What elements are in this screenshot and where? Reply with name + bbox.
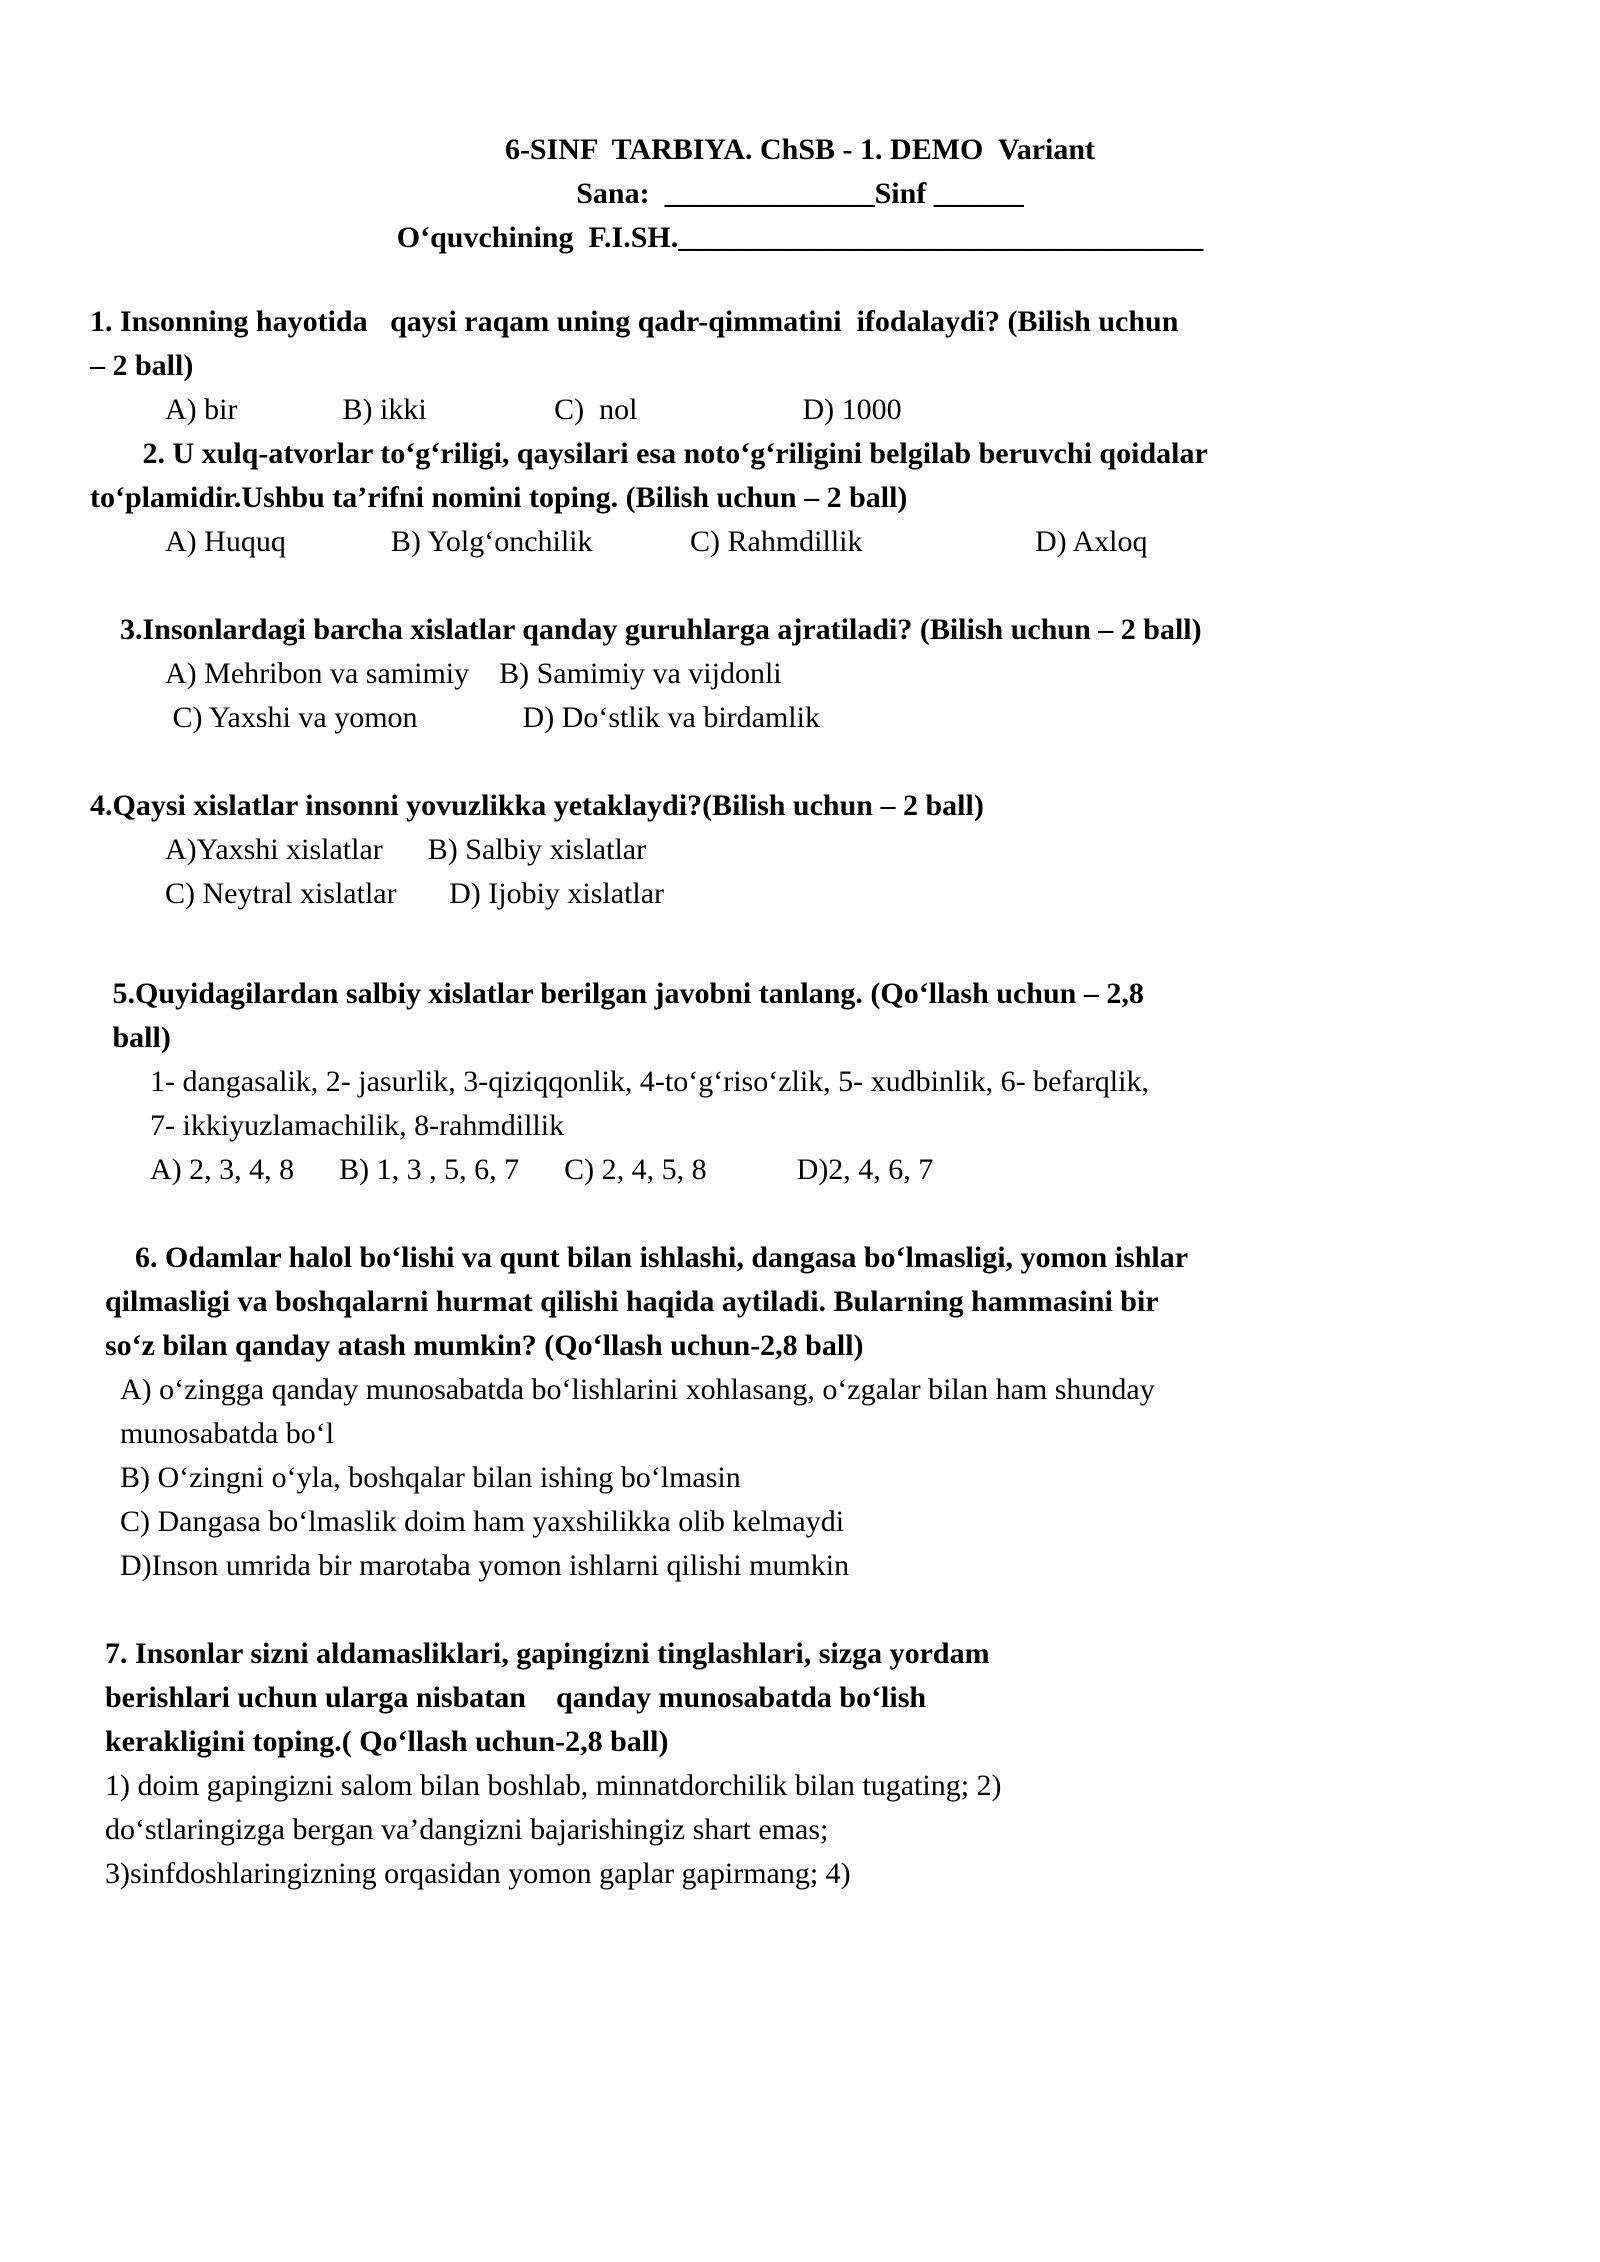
question-2-text-line: 2. U xulq-atvorlar toʻgʻriligi, qaysilari esa notoʻgʻriligini belgilab beruvchi qoidalar — [90, 437, 1208, 470]
question-6-options-line: C) Dangasa boʻlmaslik doim ham yaxshilikka olib kelmaydi — [90, 1505, 845, 1538]
question-7-items-line: 1) doim gapingizni salom bilan boshlab, minnatdorchilik bilan tugating; 2) — [90, 1769, 1002, 1802]
question-5-text-line: ball) — [90, 1021, 171, 1054]
question-5 — [90, 972, 1510, 1192]
question-6-text-line: 6. Odamlar halol boʻlishi va qunt bilan ishlashi, dangasa boʻlmasligi, yomon ishlar — [90, 1241, 1189, 1274]
question-1-text-line: – 2 ball) — [90, 349, 194, 382]
question-6-options-line: A) oʻzingga qanday munosabatda boʻlishlarini xohlasang, oʻzgalar bilan ham shunday — [90, 1373, 1155, 1406]
question-5-items-line: 1- dangasalik, 2- jasurlik, 3-qiziqqonlik, 4-toʻgʻrisoʻzlik, 5- xudbinlik, 6- befarqlik, — [90, 1065, 1149, 1098]
question-6-options-line: B) Oʻzingni oʻyla, boshqalar bilan ishing boʻlmasin — [90, 1461, 741, 1494]
question-5-items-line: 7- ikkiyuzlamachilik, 8-rahmdillik — [90, 1109, 565, 1142]
document-header — [90, 128, 1510, 260]
question-7 — [90, 1632, 1510, 1896]
question-4-text-line: 4.Qaysi xislatlar insonni yovuzlikka yetaklaydi?(Bilish uchun – 2 ball) — [90, 789, 984, 822]
question-7-items-line: 3)sinfdoshlaringizning orqasidan yomon gaplar gapirmang; 4) — [90, 1857, 851, 1890]
question-4-options-line: A)Yaxshi xislatlar B) Salbiy xislatlar — [90, 833, 647, 866]
question-6-options-line: munosabatda boʻl — [90, 1417, 335, 1450]
question-2-text-line: toʻplamidir.Ushbu ta’rifni nomini toping. (Bilish uchun – 2 ball) — [90, 481, 908, 514]
question-7-text-line: berishlari uchun ularga nisbatan qanday munosabatda boʻlish — [90, 1681, 927, 1714]
student-name-line: Oʻquvchining F.I.SH.___________________________________ — [396, 221, 1204, 254]
question-3 — [90, 608, 1510, 740]
question-2-options-line: A) Huquq B) Yolgʻonchilik C) Rahmdillik D) Axloq — [90, 525, 1148, 558]
question-1-options-line: A) bir B) ikki C) nol D) 1000 — [90, 393, 902, 426]
question-1-text-line: 1. Insonning hayotida qaysi raqam uning qadr-qimmatini ifodalaydi? (Bilish uchun — [90, 305, 1179, 338]
question-6-text-line: qilmasligi va boshqalarni hurmat qilishi haqida aytiladi. Bularning hammasini bir — [90, 1285, 1159, 1318]
question-1 — [90, 300, 1510, 432]
question-3-options-line: C) Yaxshi va yomon D) Doʻstlik va birdamlik — [90, 701, 820, 734]
question-3-text-line: 3.Insonlardagi barcha xislatlar qanday guruhlarga ajratiladi? (Bilish uchun – 2 ball) — [90, 613, 1202, 646]
question-7-text-line: kerakligini toping.( Qoʻllash uchun-2,8 ball) — [90, 1725, 669, 1758]
date-class-line: Sana: ______________Sinf ______ — [576, 177, 1024, 210]
question-4-options-line: C) Neytral xislatlar D) Ijobiy xislatlar — [90, 877, 665, 910]
question-3-options-line: A) Mehribon va samimiy B) Samimiy va vijdonli — [90, 657, 782, 690]
question-6-text-line: soʻz bilan qanday atash mumkin? (Qoʻllash uchun-2,8 ball) — [90, 1329, 864, 1362]
question-5-options-line: A) 2, 3, 4, 8 B) 1, 3 , 5, 6, 7 C) 2, 4, 5, 8 D)2, 4, 6, 7 — [90, 1153, 934, 1186]
question-6-options-line: D)Inson umrida bir marotaba yomon ishlarni qilishi mumkin — [90, 1549, 850, 1582]
question-7-text-line: 7. Insonlar sizni aldamasliklari, gapingizni tinglashlari, sizga yordam — [90, 1637, 990, 1670]
question-4 — [90, 784, 1510, 916]
question-2 — [90, 432, 1510, 564]
question-5-text-line: 5.Quyidagilardan salbiy xislatlar berilgan javobni tanlang. (Qoʻllash uchun – 2,8 — [90, 977, 1144, 1010]
document-title: 6-SINF TARBIYA. ChSB - 1. DEMO Variant — [504, 133, 1096, 166]
question-7-items-line: doʻstlaringizga bergan va’dangizni bajarishingiz shart emas; — [90, 1813, 829, 1846]
question-6 — [90, 1236, 1510, 1588]
